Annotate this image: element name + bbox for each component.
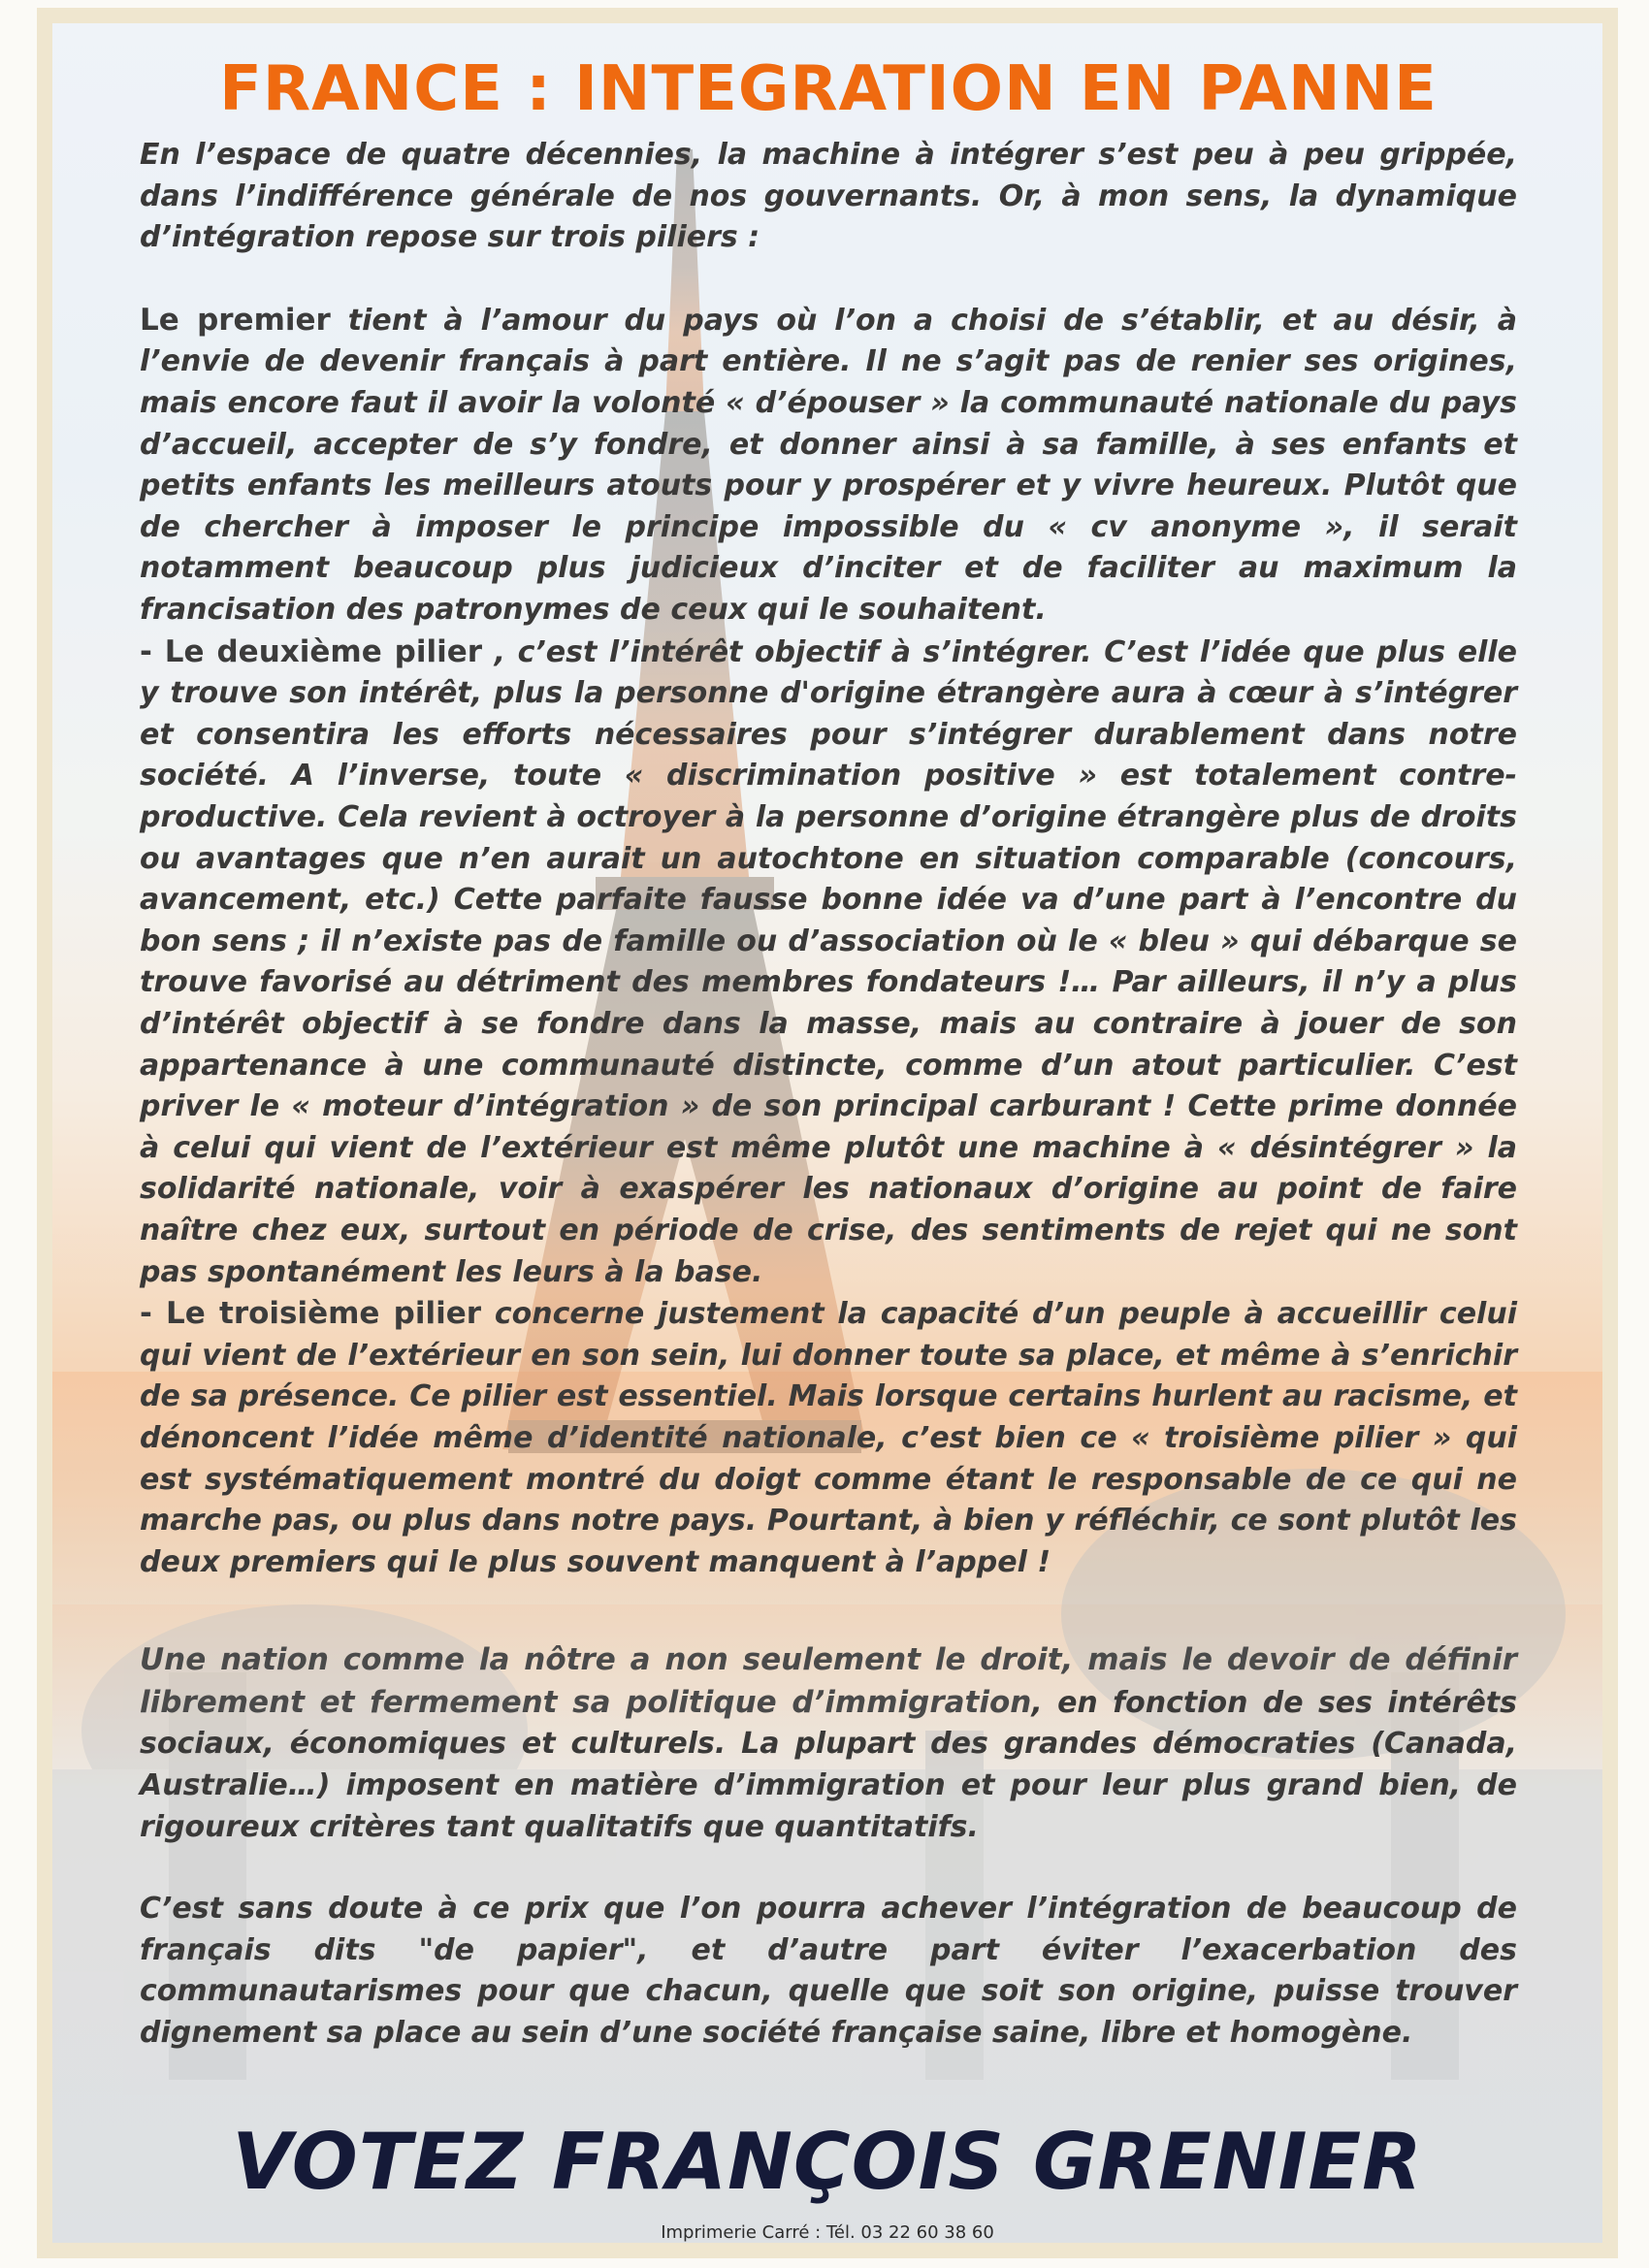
pillar-one-lead: Le premier xyxy=(140,302,331,338)
pillar-one-text: tient à l’amour du pays où l’on a choisi de s’établir, et au désir, à l’envie de devenir français à part entière. Il ne s’agit pas de renier ses origines, mais encore faut il avoir la volonté « d’épouser » la communauté nationale du pays d’accueil, accepter de s’y fondre, et donner ainsi à sa famille, à ses enfants et petits enfants les meilleurs atouts pour y prospérer et y vivre heureux. Plutôt que de chercher à imposer le principe impossible du « cv anonyme », il serait notamment beaucoup plus judicieux d’inciter et de faciliter au maximum la francisation des patronymes de ceux qui le souhaitent. xyxy=(140,303,1518,628)
pillar-three-text: concerne justement la capacité d’un peuple à accueillir celui qui vient de l’extérieur en son sein, lui donner toute sa place, et même à s’enrichir de sa présence. Ce pilier est essentiel. Mais lorsque certains hurlent au racisme, et dénoncent l’idée même d’identité nationale, c’est bien ce « troisième pilier » qui est systématiquement montré du doigt comme étant le responsable de ce qui ne marche pas, ou plus dans notre pays. Pourtant, à bien y réfléchir, ce sont plutôt les deux premiers qui le plus souvent manquent à l’appel ! xyxy=(140,1297,1517,1579)
pillar-two-text: , c’est l’intérêt objectif à s’intégrer. C’est l’idée que plus elle y trouve son intérêt, plus la personne d'origine étrangère aura à cœur à s’intégrer et consentira les efforts nécessaires pour s’intégrer durablement dans notre société. A l’inverse, toute « discrimination positive » est totalement contre-productive. Cela revient à octroyer à la personne d’origine étrangère plus de droits ou avantages que n’en aurait un autochtone en situation comparable (concours, avancement, etc.) Cette parfaite fausse bonne idée va d’une part à l’encontre du bon sens ; il n’existe pas de famille ou d’association où le « bleu » qui débarque se trouve favorisé au détriment des membres fondateurs !… Par ailleurs, il n’y a plus d’intérêt objectif à se fondre dans la masse, mais au contraire à jouer de son appartenance à une communauté distincte, comme d’un atout particulier. C’est priver le « moteur d’intégration » de son principal carburant ! Cette prime donnée à celui qui vient de l’extérieur est même plutôt une machine à « désintégrer » la solidarité nationale, voir à exaspérer les nationaux d’origine au point de faire naître chez eux, surtout en période de crise, des sentiments de rejet qui ne sont pas spontanément les leurs à la base. xyxy=(140,634,1517,1289)
nation-paragraph xyxy=(140,1639,1517,1848)
conclusion-paragraph: C’est sans doute à ce prix que l’on pourra achever l’intégration de beaucoup de français dits "de papier", et d’autre part éviter l’exacerbation des communautarismes pour que chacun, quelle que soit son origine, puisse trouver dignement sa place au sein d’une société française saine, libre et homogène. xyxy=(140,1892,1517,2051)
flyer-page xyxy=(37,8,1618,2258)
pillar-two-paragraph xyxy=(140,632,1517,1294)
pillar-three-paragraph xyxy=(140,1293,1517,1583)
intro-paragraph: En l’espace de quatre décennies, la machine à intégrer s’est peu à peu grippée, dans l’indifférence générale de nos gouvernants. Or, à mon sens, la dynamique d’intégration repose sur trois piliers : xyxy=(140,138,1517,255)
flyer-content xyxy=(52,23,1602,2055)
printer-credit: Imprimerie Carré : Tél. 03 22 60 38 60 xyxy=(661,2222,994,2243)
nation-lead: Une nation comme la nôtre a non seulement le droit, mais le devoir de définir librement et fermement sa politique d’immigration xyxy=(140,1642,1517,1720)
pillar-two-lead: - Le deuxième pilier xyxy=(140,633,483,669)
flyer-panel xyxy=(52,23,1602,2243)
nation-text: , en fonction de ses intérêts sociaux, économiques et culturels. La plupart des grandes démocraties (Canada, Australie…) imposent en matière d’immigration et pour leur plus grand bien, de rigoureux critères tant qualitatifs que quantitatifs. xyxy=(140,1685,1517,1844)
pillar-three-lead: - Le troisième pilier xyxy=(140,1296,482,1332)
vote-call-to-action: VOTEZ FRANÇOIS GRENIER xyxy=(232,2117,1423,2207)
flyer-title: FRANCE : INTEGRATION EN PANNE xyxy=(219,53,1438,125)
pillar-one-paragraph xyxy=(140,300,1517,632)
